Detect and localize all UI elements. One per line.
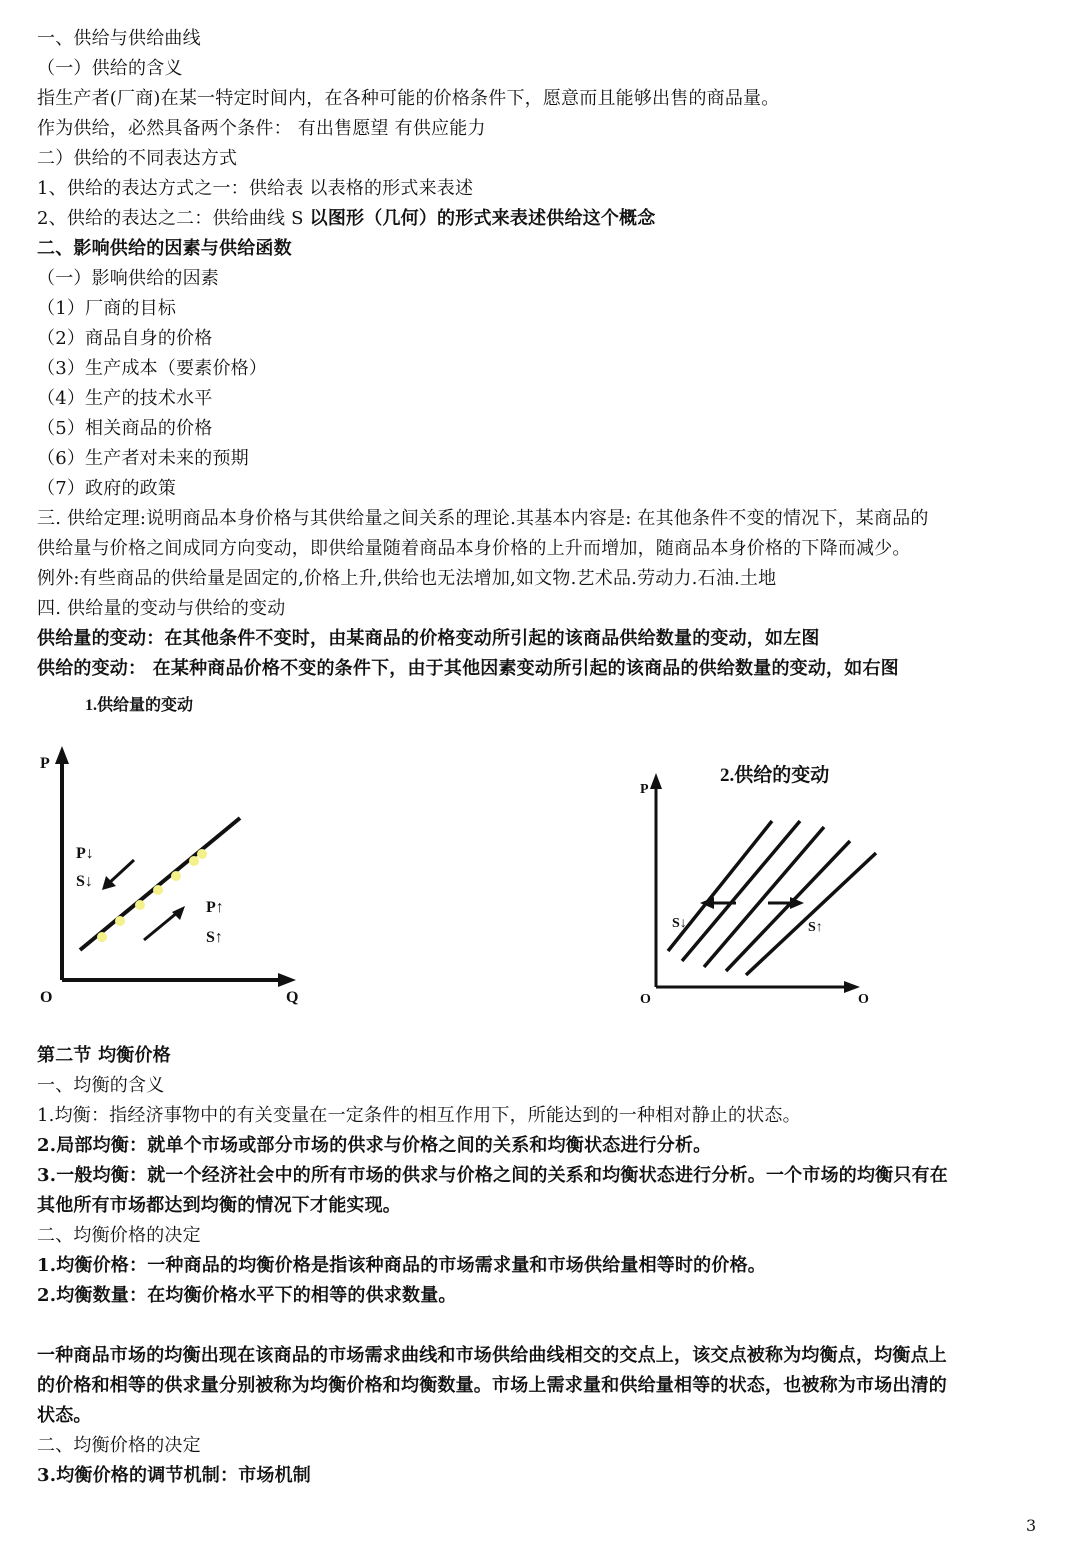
subheading-supply-meaning: （一）供给的含义: [37, 58, 183, 79]
figure1-title: 1.供给量的变动: [85, 697, 194, 714]
paragraph-adjustment-mechanism: 3.均衡价格的调节机制：市场机制: [37, 1465, 311, 1486]
paragraph-equilibrium-price: 1.均衡价格：一种商品的均衡价格是指该种商品的市场需求量和市场供给量相等时的价格。: [37, 1255, 766, 1276]
figure1-label-p-up: P↑: [206, 899, 224, 916]
paragraph-equilibrium-definition: 1.均衡：指经济事物中的有关变量在一定条件的相互作用下，所能达到的一种相对静止的状态。: [37, 1105, 801, 1126]
paragraph-supply-law-1: 三. 供给定理:说明商品本身价格与其供给量之间关系的理论.其基本内容是: 在其他条件不变的情况下，某商品的: [37, 508, 929, 529]
figure1-x-arrow-icon: [278, 973, 296, 987]
item-supply-curve: [37, 208, 655, 230]
factor-item-3: （3）生产成本（要素价格）: [37, 358, 268, 379]
factor-item-1: （1）厂商的目标: [37, 298, 177, 319]
paragraph-equilibrium-quantity: 2.均衡数量：在均衡价格水平下的相等的供求数量。: [37, 1285, 457, 1306]
figure2-y-arrow-icon: [650, 773, 662, 789]
figure2-supply-curve-4: [726, 841, 850, 971]
figure2-supply-curve-3: [704, 827, 824, 967]
paragraph-general-equilibrium-1: 3.一般均衡：就一个经济社会中的所有市场的供求与价格之间的关系和均衡状态进行分析。一个市场的均衡只有在: [37, 1165, 948, 1186]
figure1-arrow-down: [108, 860, 134, 884]
figure1-label-s-down: S↓: [76, 873, 93, 890]
item-supply-curve-part-b: 以图形（几何）的形式来表述供给这个概念: [309, 208, 656, 229]
figure1-points: [97, 849, 207, 942]
factor-item-5: （5）相关商品的价格: [37, 418, 213, 439]
figure1-point: [97, 932, 107, 942]
figure1-p-label: P: [40, 755, 50, 772]
figure2-label-right: S↑: [808, 920, 823, 935]
figure1-point: [135, 900, 145, 910]
figure2-x-label: O: [858, 992, 869, 1007]
subheading-supply-expression: 二）供给的不同表达方式: [37, 148, 238, 169]
figure2-p-label: P: [640, 782, 649, 797]
paragraph-equilibrium-point-2: 的价格和相等的供求量分别被称为均衡价格和均衡数量。市场上需求量和供给量相等的状态，也被称为市场出清的: [37, 1375, 947, 1396]
figure-supply-shift: [630, 755, 890, 1015]
figure1-point: [171, 871, 181, 881]
paragraph-supply-shift: 供给的变动： 在某种商品价格不变的条件下，由于其他因素变动所引起的该商品的供给数量的变动，如右图: [37, 658, 899, 679]
page-number: 3: [1026, 1516, 1037, 1535]
paragraph-general-equilibrium-2: 其他所有市场都达到均衡的情况下才能实现。: [37, 1195, 401, 1216]
paragraph-exception: 例外:有些商品的供给量是固定的,价格上升,供给也无法增加,如文物.艺术品.劳动力.石油.土地: [37, 568, 777, 589]
heading-supply-curve: 一、供给与供给曲线: [37, 28, 201, 49]
figure1-point: [197, 849, 207, 859]
figure1-label-s-up: S↑: [206, 929, 223, 946]
figure1-y-arrow-icon: [55, 746, 69, 764]
figure1-point: [115, 916, 125, 926]
paragraph-equilibrium-point-3: 状态。: [37, 1405, 92, 1426]
paragraph-supply-law-2: 供给量与价格之间成同方向变动，即供给量随着商品本身价格的上升而增加，随商品本身价格的下降而减少。: [37, 538, 911, 559]
factor-item-6: （6）生产者对未来的预期: [37, 448, 249, 469]
subheading-factors: （一）影响供给的因素: [37, 268, 219, 289]
paragraph-quantity-change: 供给量的变动：在其他条件不变时，由某商品的价格变动所引起的该商品供给数量的变动，如左图: [37, 628, 820, 649]
figure2-origin-label: O: [640, 992, 651, 1007]
figure1-label-p-down: P↓: [76, 845, 94, 862]
paragraph-partial-equilibrium: 2.局部均衡：就单个市场或部分市场的供求与价格之间的关系和均衡状态进行分析。: [37, 1135, 712, 1156]
factor-item-7: （7）政府的政策: [37, 478, 177, 499]
figure-quantity-supplied-change: [30, 690, 350, 1020]
heading-supply-change: 四. 供给量的变动与供给的变动: [37, 598, 286, 619]
item-supply-table: 1、供给的表达方式之一：供给表 以表格的形式来表述: [37, 178, 474, 199]
heading-supply-factors: 二、影响供给的因素与供给函数: [37, 238, 292, 259]
figure1-point: [189, 856, 199, 866]
subheading-price-determination: 二、均衡价格的决定: [37, 1225, 201, 1246]
factor-item-4: （4）生产的技术水平: [37, 388, 213, 409]
figure1-q-label: Q: [286, 989, 299, 1006]
figure1-point: [153, 885, 163, 895]
figure1-arrow-up-icon: [172, 906, 185, 920]
factor-item-2: （2）商品自身的价格: [37, 328, 213, 349]
figure2-label-left: S↓: [672, 916, 687, 931]
figure2-supply-curve-1: [668, 821, 772, 951]
figure1-arrow-up: [144, 912, 178, 940]
heading-equilibrium-price: 第二节 均衡价格: [37, 1045, 171, 1066]
subheading-equilibrium-meaning: 一、均衡的含义: [37, 1075, 165, 1096]
subheading-price-determination-2: 二、均衡价格的决定: [37, 1435, 201, 1456]
figure1-origin-label: O: [40, 989, 53, 1006]
paragraph-supply-definition: 指生产者(厂商)在某一特定时间内，在各种可能的价格条件下，愿意而且能够出售的商品量。: [37, 88, 780, 109]
figure2-title: 2.供给的变动: [720, 765, 830, 786]
figure2-supply-curve-5: [746, 853, 876, 975]
paragraph-supply-conditions: 作为供给，必然具备两个条件： 有出售愿望 有供应能力: [37, 118, 486, 139]
item-supply-curve-part-a: 2、供给的表达之二：供给曲线 S: [37, 208, 310, 229]
paragraph-equilibrium-point-1: 一种商品市场的均衡出现在该商品的市场需求曲线和市场供给曲线相交的交点上，该交点被称为均衡点，均衡点上: [37, 1345, 947, 1366]
